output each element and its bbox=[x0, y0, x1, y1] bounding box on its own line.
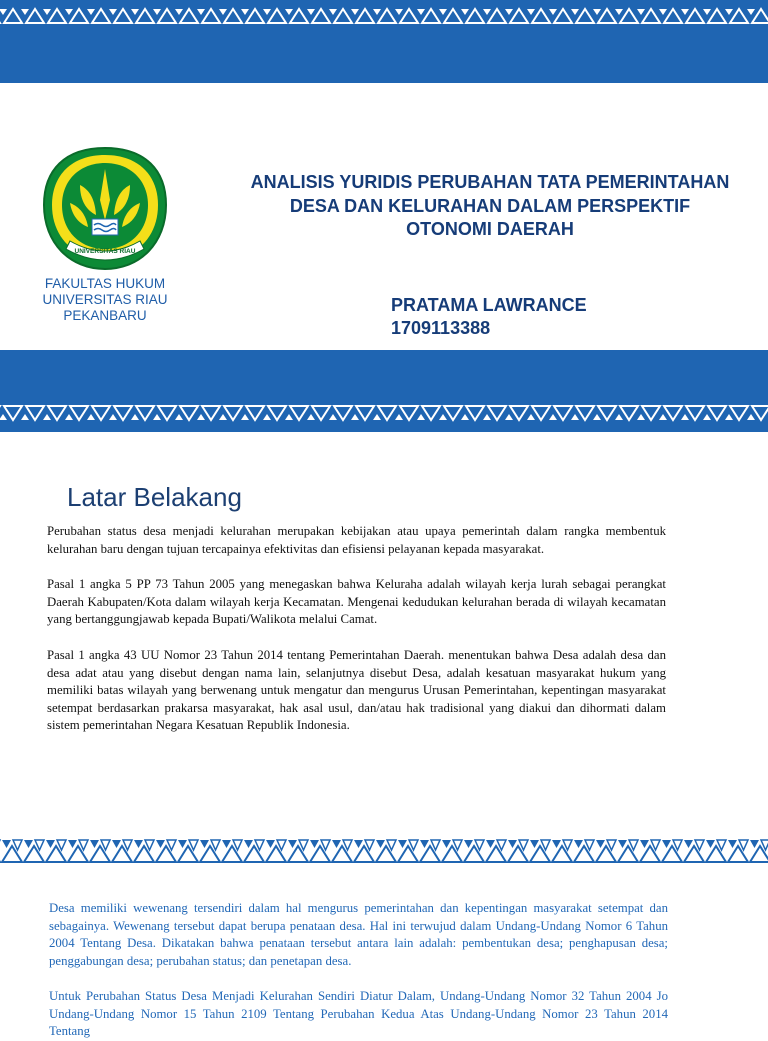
pattern-small-triangle bbox=[728, 840, 737, 848]
pattern-triangle bbox=[510, 406, 528, 420]
university-riau-emblem-icon bbox=[40, 145, 170, 273]
pattern-small-triangle bbox=[530, 840, 539, 848]
paragraph-2: Pasal 1 angka 5 PP 73 Tahun 2005 yang menegaskan bahwa Keluraha adalah wilayah kerja lurah sebagai perangkat Daerah Kabupaten/Kota dalam wilayah kerja Kecamatan. Mengenai kedudukan kelurahan berada di wilayah kecamatan yang bertanggungjawab kepada Bupati/Walikota melalui Camat. bbox=[47, 577, 666, 627]
pattern-triangle bbox=[488, 406, 506, 420]
pattern-small-triangle bbox=[90, 840, 99, 848]
pattern-small-triangle bbox=[681, 414, 689, 420]
pattern-triangle bbox=[202, 9, 220, 23]
pattern-small-triangle bbox=[483, 9, 491, 15]
pattern-small-triangle bbox=[725, 9, 733, 15]
pattern-small-triangle bbox=[593, 9, 601, 15]
pattern-small-triangle bbox=[175, 414, 183, 420]
pattern-triangle bbox=[598, 406, 616, 420]
pattern-triangle bbox=[334, 9, 352, 23]
title-line-2: DESA DAN KELURAHAN DALAM PERSPEKTIF bbox=[289, 195, 691, 216]
author-name: PRATAMA LAWRANCE bbox=[391, 295, 587, 315]
pattern-small-triangle bbox=[571, 414, 579, 420]
logo-ribbon-text: UNIVERSITAS RIAU bbox=[74, 248, 136, 255]
pattern-triangle bbox=[730, 9, 748, 23]
pattern-small-triangle bbox=[241, 9, 249, 15]
page2-paragraph-2: Untuk Perubahan Status Desa Menjadi Kelurahan Sendiri Diatur Dalam, Undang-Undang Nomor 32 Tahun 2004 Jo Undang-Undang Nomor 15 Tahun 2109 Tentang Perubahan Kedua Atas Undang-Undang Nomor 23 Tahun 2014 Tentang bbox=[49, 989, 668, 1039]
pattern-small-triangle bbox=[263, 9, 271, 15]
pattern-triangle bbox=[686, 406, 704, 420]
paragraph-3: Pasal 1 angka 43 UU Nomor 23 Tahun 2014 tentang Pemerintahan Daerah. menentukan bahwa Desa adalah desa dan desa adat atau yang disebut dengan nama lain, selanjutnya disebut Desa, adalah kesatuan masyarakat hukum yang memiliki batas wilayah yang berwenang untuk mengatur dan mengurus Urusan Pemerintahan, kepentingan masyarakat setempat berdasarkan prakarsa masyarakat, hak asal usul, dan/atau hak tradisional yang diakui dan dihormati dalam sistem pemerintahan Negara Kesatuan Republik Indonesia. bbox=[47, 648, 666, 733]
pattern-small-triangle bbox=[87, 9, 95, 15]
pattern-triangle bbox=[4, 9, 22, 23]
pattern-triangle bbox=[268, 406, 286, 420]
pattern-triangle bbox=[356, 406, 374, 420]
pattern-small-triangle bbox=[373, 9, 381, 15]
pattern-small-triangle bbox=[747, 414, 755, 420]
pattern-triangle bbox=[664, 406, 682, 420]
pattern-small-triangle bbox=[725, 414, 733, 420]
pattern-triangle bbox=[224, 9, 242, 23]
pattern-triangle bbox=[400, 406, 418, 420]
pattern-triangle bbox=[114, 9, 132, 23]
pattern-small-triangle bbox=[549, 414, 557, 420]
pattern-triangle bbox=[532, 406, 550, 420]
pattern-triangle bbox=[708, 406, 726, 420]
pattern-triangle bbox=[378, 406, 396, 420]
pattern-small-triangle bbox=[244, 840, 253, 848]
pattern-small-triangle bbox=[571, 9, 579, 15]
pattern-small-triangle bbox=[112, 840, 121, 848]
pattern-triangle bbox=[4, 406, 22, 420]
pattern-triangle bbox=[158, 406, 176, 420]
pattern-small-triangle bbox=[266, 840, 275, 848]
pattern-triangle bbox=[752, 9, 768, 23]
pattern-small-triangle bbox=[241, 414, 249, 420]
pattern-triangle bbox=[730, 406, 748, 420]
triangle-pattern-svg bbox=[0, 403, 768, 425]
pattern-triangle bbox=[70, 406, 88, 420]
pattern-small-triangle bbox=[549, 9, 557, 15]
pattern-small-triangle bbox=[307, 9, 315, 15]
pattern-small-triangle bbox=[109, 9, 117, 15]
pattern-small-triangle bbox=[288, 840, 297, 848]
pattern-triangle bbox=[664, 9, 682, 23]
pattern-small-triangle bbox=[178, 840, 187, 848]
pattern-triangle bbox=[620, 406, 638, 420]
pattern-small-triangle bbox=[640, 840, 649, 848]
pattern-triangle bbox=[114, 406, 132, 420]
pattern-small-triangle bbox=[354, 840, 363, 848]
pattern-triangle bbox=[642, 9, 660, 23]
pattern-small-triangle bbox=[153, 9, 161, 15]
pattern-small-triangle bbox=[417, 414, 425, 420]
pattern-small-triangle bbox=[219, 414, 227, 420]
pattern-small-triangle bbox=[439, 9, 447, 15]
middle-triangle-pattern bbox=[0, 403, 768, 425]
section-heading: Latar Belakang bbox=[67, 482, 242, 512]
pattern-small-triangle bbox=[197, 414, 205, 420]
pattern-triangle bbox=[334, 406, 352, 420]
pattern-small-triangle bbox=[351, 414, 359, 420]
pattern-triangle bbox=[26, 406, 44, 420]
pattern-small-triangle bbox=[703, 9, 711, 15]
pattern-small-triangle bbox=[68, 840, 77, 848]
pattern-small-triangle bbox=[87, 414, 95, 420]
pattern-triangle bbox=[92, 9, 110, 23]
top-triangle-pattern bbox=[0, 6, 768, 28]
pattern-triangle bbox=[400, 9, 418, 23]
page2-paragraph-1: Desa memiliki wewenang tersendiri dalam hal mengurus pemerintahan dan kepentingan masyarakat setempat dan sebagainya. Wewenang tersebut dapat berupa penataan desa. Hal ini terwujud dalam Undang-Undang Nomor 6 Tahun 2004 Tentang Desa. Dikatakan bahwa penataan tersebut antara lain adalah: pembentukan desa; penghapusan desa; penggabungan desa; perubahan status; dan penetapan desa. bbox=[49, 901, 668, 968]
pattern-triangle bbox=[158, 9, 176, 23]
pattern-small-triangle bbox=[395, 414, 403, 420]
pattern-small-triangle bbox=[0, 414, 7, 420]
pattern-small-triangle bbox=[615, 9, 623, 15]
lower-triangle-pattern bbox=[0, 836, 768, 866]
pattern-triangle bbox=[686, 9, 704, 23]
pattern-triangle bbox=[70, 9, 88, 23]
pattern-small-triangle bbox=[398, 840, 407, 848]
pattern-small-triangle bbox=[21, 9, 29, 15]
paragraph-1: Perubahan status desa menjadi kelurahan merupakan kebijakan atau upaya pemerintah dalam rangka membentuk kelurahan baru dengan tujuan tercapainya efektivitas dan efisiensi pelayanan kepada masyarakat. bbox=[47, 524, 666, 556]
pattern-triangle bbox=[444, 406, 462, 420]
pattern-small-triangle bbox=[417, 9, 425, 15]
pattern-small-triangle bbox=[131, 414, 139, 420]
pattern-triangle bbox=[444, 9, 462, 23]
pattern-small-triangle bbox=[439, 414, 447, 420]
pattern-triangle bbox=[466, 406, 484, 420]
title-line-1: ANALISIS YURIDIS PERUBAHAN TATA PEMERINTAHAN bbox=[250, 172, 730, 192]
pattern-small-triangle bbox=[329, 414, 337, 420]
pattern-small-triangle bbox=[285, 414, 293, 420]
pattern-triangle bbox=[510, 9, 528, 23]
pattern-small-triangle bbox=[153, 414, 161, 420]
pattern-small-triangle bbox=[263, 414, 271, 420]
pattern-small-triangle bbox=[464, 840, 473, 848]
pattern-triangle bbox=[224, 406, 242, 420]
faculty-line-3: PEKANBARU bbox=[63, 308, 147, 323]
faculty-line-2: UNIVERSITAS RIAU bbox=[42, 292, 168, 307]
pattern-small-triangle bbox=[46, 840, 55, 848]
pattern-small-triangle bbox=[21, 414, 29, 420]
pattern-triangle bbox=[92, 406, 110, 420]
pattern-small-triangle bbox=[43, 9, 51, 15]
pattern-triangle bbox=[246, 9, 264, 23]
pattern-small-triangle bbox=[376, 840, 385, 848]
author-student-id: 1709113388 bbox=[391, 318, 491, 338]
pattern-small-triangle bbox=[307, 414, 315, 420]
pattern-triangle bbox=[422, 406, 440, 420]
pattern-small-triangle bbox=[65, 414, 73, 420]
pattern-small-triangle bbox=[505, 9, 513, 15]
pattern-triangle bbox=[378, 9, 396, 23]
pattern-small-triangle bbox=[461, 9, 469, 15]
pattern-small-triangle bbox=[134, 840, 143, 848]
pattern-small-triangle bbox=[156, 840, 165, 848]
pattern-triangle bbox=[290, 406, 308, 420]
pattern-triangle bbox=[554, 406, 572, 420]
pattern-triangle bbox=[642, 406, 660, 420]
document-title bbox=[228, 171, 752, 242]
pattern-triangle bbox=[290, 9, 308, 23]
pattern-small-triangle bbox=[332, 840, 341, 848]
pattern-small-triangle bbox=[43, 414, 51, 420]
pattern-small-triangle bbox=[395, 9, 403, 15]
pattern-small-triangle bbox=[486, 840, 495, 848]
pattern-small-triangle bbox=[706, 840, 715, 848]
pattern-small-triangle bbox=[596, 840, 605, 848]
pattern-small-triangle bbox=[574, 840, 583, 848]
pattern-triangle bbox=[532, 9, 550, 23]
title-line-3: OTONOMI DAERAH bbox=[406, 219, 574, 239]
pattern-small-triangle bbox=[197, 9, 205, 15]
pattern-triangle bbox=[576, 406, 594, 420]
pattern-small-triangle bbox=[747, 9, 755, 15]
pattern-small-triangle bbox=[637, 9, 645, 15]
pattern-small-triangle bbox=[527, 414, 535, 420]
pattern-triangle bbox=[576, 9, 594, 23]
pattern-small-triangle bbox=[0, 9, 7, 15]
pattern-small-triangle bbox=[483, 414, 491, 420]
pattern-triangle bbox=[136, 9, 154, 23]
pattern-triangle bbox=[312, 406, 330, 420]
pattern-small-triangle bbox=[659, 414, 667, 420]
pattern-small-triangle bbox=[109, 414, 117, 420]
faculty-line-1: FAKULTAS HUKUM bbox=[44, 276, 166, 291]
pattern-triangle bbox=[268, 9, 286, 23]
pattern-small-triangle bbox=[310, 840, 319, 848]
pattern-small-triangle bbox=[508, 840, 517, 848]
pattern-triangle bbox=[488, 9, 506, 23]
pattern-small-triangle bbox=[222, 840, 231, 848]
pattern-small-triangle bbox=[420, 840, 429, 848]
pattern-triangle bbox=[620, 9, 638, 23]
pattern-triangle bbox=[48, 406, 66, 420]
triangle-pattern-svg bbox=[0, 6, 768, 28]
pattern-small-triangle bbox=[618, 840, 627, 848]
pattern-triangle bbox=[466, 9, 484, 23]
pattern-small-triangle bbox=[461, 414, 469, 420]
pattern-small-triangle bbox=[684, 840, 693, 848]
pattern-small-triangle bbox=[637, 414, 645, 420]
pattern-small-triangle bbox=[505, 414, 513, 420]
pattern-triangle bbox=[356, 9, 374, 23]
pattern-small-triangle bbox=[615, 414, 623, 420]
pattern-small-triangle bbox=[681, 9, 689, 15]
pattern-small-triangle bbox=[593, 414, 601, 420]
pattern-small-triangle bbox=[131, 9, 139, 15]
triangle-pattern-svg bbox=[0, 836, 768, 866]
pattern-small-triangle bbox=[662, 840, 671, 848]
pattern-triangle bbox=[136, 406, 154, 420]
pattern-small-triangle bbox=[659, 9, 667, 15]
pattern-triangle bbox=[202, 406, 220, 420]
pattern-triangle bbox=[598, 9, 616, 23]
pattern-small-triangle bbox=[750, 840, 759, 848]
pattern-triangle bbox=[180, 406, 198, 420]
pattern-triangle bbox=[708, 9, 726, 23]
pattern-small-triangle bbox=[442, 840, 451, 848]
pattern-small-triangle bbox=[373, 414, 381, 420]
pattern-triangle bbox=[26, 9, 44, 23]
pattern-small-triangle bbox=[2, 840, 11, 848]
pattern-small-triangle bbox=[65, 9, 73, 15]
pattern-small-triangle bbox=[200, 840, 209, 848]
pattern-small-triangle bbox=[175, 9, 183, 15]
pattern-small-triangle bbox=[351, 9, 359, 15]
pattern-triangle bbox=[180, 9, 198, 23]
pattern-small-triangle bbox=[527, 9, 535, 15]
pattern-triangle bbox=[48, 9, 66, 23]
pattern-triangle bbox=[422, 9, 440, 23]
pattern-small-triangle bbox=[219, 9, 227, 15]
pattern-small-triangle bbox=[552, 840, 561, 848]
pattern-small-triangle bbox=[285, 9, 293, 15]
pattern-triangle bbox=[752, 406, 768, 420]
pattern-small-triangle bbox=[703, 414, 711, 420]
pattern-triangle bbox=[312, 9, 330, 23]
pattern-small-triangle bbox=[329, 9, 337, 15]
pattern-triangle bbox=[554, 9, 572, 23]
university-logo bbox=[40, 145, 170, 273]
pattern-small-triangle bbox=[24, 840, 33, 848]
pattern-triangle bbox=[246, 406, 264, 420]
